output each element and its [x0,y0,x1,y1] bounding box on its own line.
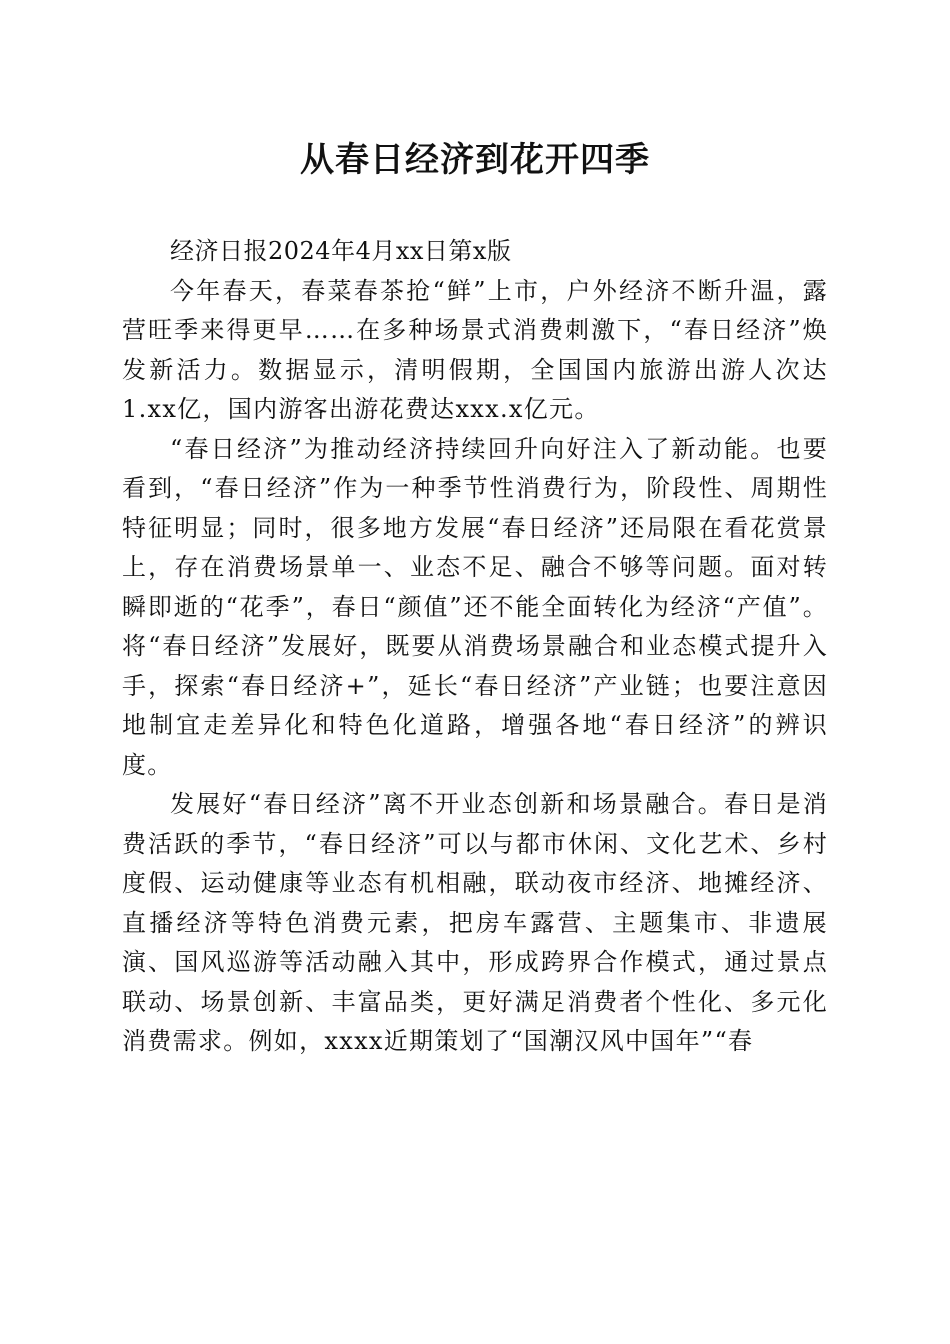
paragraph-3: 发展好“春日经济”离不开业态创新和场景融合。春日是消费活跃的季节，“春日经济”可以与都市休闲、文化艺术、乡村度假、运动健康等业态有机相融，联动夜市经济、地摊经济、直播经济等特色消费元素，把房车露营、主题集市、非遗展演、国风巡游等活动融入其中，形成跨界合作模式，通过景点联动、场景创新、丰富品类，更好满足消费者个性化、多元化消费需求。例如，xxxx近期策划了“国潮汉风中国年”“春 [122,790,828,1055]
document-body [122,232,828,1062]
source-line: 经济日报2024年4月xx日第x版 [170,237,512,265]
document-title: 从春日经济到花开四季 [300,140,650,180]
paragraph-1: 今年春天，春菜春茶抢“鲜”上市，户外经济不断升温，露营旺季来得更早……在多种场景式消费刺激下，“春日经济”焕发新活力。数据显示，清明假期，全国国内旅游出游人次达1.xx亿，国内游客出游花费达xxx.x亿元。 [122,276,828,423]
paragraph-2: “春日经济”为推动经济持续回升向好注入了新动能。也要看到，“春日经济”作为一种季节性消费行为，阶段性、周期性特征明显；同时，很多地方发展“春日经济”还局限在看花赏景上，存在消费场景单一、业态不足、融合不够等问题。面对转瞬即逝的“花季”，春日“颜值”还不能全面转化为经济“产值”。将“春日经济”发展好，既要从消费场景融合和业态模式提升入手，探索“春日经济+”，延长“春日经济”产业链；也要注意因地制宜走差异化和特色化道路，增强各地“春日经济”的辨识度。 [122,434,828,779]
